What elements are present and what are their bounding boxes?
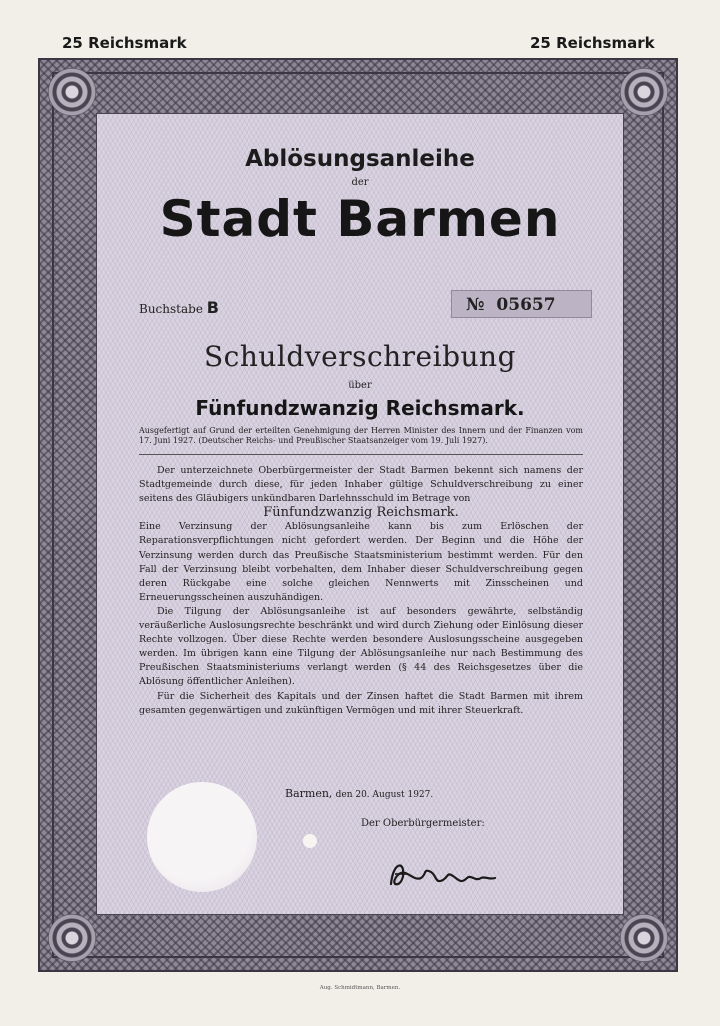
paragraph-security: Für die Sicherheit des Kapitals und der Zinsen haftet die Stadt Barmen mit ihrem gesamten gegenwärtigen und zukünftigen Vermögen und mit ihrer Steuerkraft. (139, 690, 583, 716)
series-label: Buchstabe (139, 302, 203, 316)
signatory-label: Der Oberbürgermeister: (361, 818, 485, 829)
corner-rosette-icon (620, 68, 668, 116)
serial-number: 05657 (496, 295, 556, 315)
loan-title: Ablösungsanleihe (245, 146, 475, 172)
body-text (139, 464, 583, 718)
preposition-ueber: über (348, 380, 372, 391)
series-letter-line (139, 298, 219, 317)
corner-rosette-icon (48, 914, 96, 962)
series-letter: B (206, 298, 219, 317)
issue-date: den 20. August 1927. (335, 790, 434, 800)
serial-prefix: № (466, 295, 485, 315)
article-der: der (351, 177, 369, 188)
paragraph-redemption: Die Tilgung der Ablösungsanleihe ist auf besonders gewährte, selbständig veräußerliche Auslosungsrechte beschränkt und wird durch Ziehung oder Einlösung dieser Rechte vollzogen. Über diese Rechte werden besondere Auslosungsscheine ausgegeben werden. Im übrigen kann eine Tilgung der Ablösungsanleihe nur nach Bestimmung des Preußischen Staatsministeriums verlangt werden (§ 44 des Reichsgesetzes über die Ablösung öffentlicher Anleihen). (139, 605, 583, 688)
divider (139, 454, 583, 455)
document-type: Schuldverschreibung (204, 340, 516, 373)
place: Barmen, (285, 787, 333, 800)
denomination-left: 25 Reichsmark (62, 34, 187, 52)
certificate-panel (96, 113, 624, 915)
issuer-title: Stadt Barmen (159, 190, 561, 248)
signature-mark-icon (383, 854, 503, 894)
amount-heading: Fünfundzwanzig Reichsmark. (195, 396, 525, 420)
paragraph-acknowledgement: Der unterzeichnete Oberbürgermeister der Stadt Barmen bekennt sich namens der Stadtgemeinde durch diese, für jeden Inhaber gültige Schuldverschreibung zu einer seitens des Gläubigers unkündbaren Darlehnsschuld im Betrage von (139, 465, 583, 505)
corner-rosette-icon (620, 914, 668, 962)
punch-hole (303, 834, 317, 848)
corner-rosette-icon (48, 68, 96, 116)
amount-inline: Fünfundzwanzig Reichsmark. (263, 505, 459, 521)
authorization-note: Ausgefertigt auf Grund der erteilten Genehmigung der Herren Minister des Innern und der Finanzen vom 17. Juni 1927. (Deutscher Reichs- und Preußischer Staatsanzeiger vom 19. Juli 1927). (139, 426, 583, 445)
printer-credit: Aug. Schmidtmann, Barmen. (319, 985, 401, 991)
denomination-right: 25 Reichsmark (530, 34, 655, 52)
serial-number-box (451, 290, 592, 318)
paragraph-interest: Eine Verzinsung der Ablösungsanleihe kann bis zum Erlöschen der Reparationsverpflichtungen nicht gefordert werden. Der Beginn und die Höhe der Verzinsung werden durch das Preußische Staatsministerium bestimmt werden. Für den Fall der Verzinsung bleibt vorbehalten, dem Inhaber dieser Schuldverschreibung gegen deren Rückgabe eine solche gleichen Nennwerts mit Zinsscheinen und Erneuerungsscheinen auszuhändigen. (139, 521, 583, 603)
seal-emblem-icon (147, 782, 257, 892)
place-date-line (285, 787, 433, 800)
